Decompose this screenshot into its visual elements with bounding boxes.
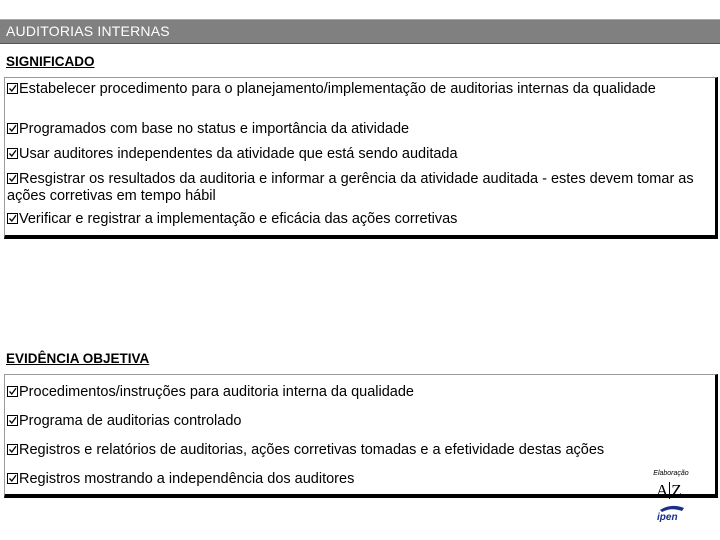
list-item bbox=[7, 384, 711, 401]
list-item bbox=[7, 442, 711, 459]
page-title: AUDITORIAS INTERNAS bbox=[6, 23, 170, 39]
list-item-text: Verificar e registrar a implementação e eficácia das ações corretivas bbox=[19, 211, 458, 227]
list-item-text: Registros e relatórios de auditorias, ações corretivas tomadas e a efetividade destas ações bbox=[19, 442, 605, 458]
list-item-text: Usar auditores independentes da atividade que está sendo auditada bbox=[19, 146, 458, 162]
list-item-text: Programados com base no status e importância da atividade bbox=[19, 121, 410, 137]
logo-letter-a: A bbox=[656, 481, 669, 500]
list-item bbox=[7, 171, 711, 205]
list-item bbox=[7, 471, 711, 488]
checkbox-checked-icon bbox=[7, 148, 18, 159]
checkbox-checked-icon bbox=[7, 83, 18, 94]
list-item-text: Resgistrar os resultados da auditoria e informar a gerência da atividade auditada - estes devem tomar as ações corretivas em tempo hábil bbox=[7, 171, 694, 204]
ipen-logo bbox=[646, 470, 696, 526]
ipen-badge-icon bbox=[654, 504, 688, 522]
checkbox-checked-icon bbox=[7, 473, 18, 484]
list-item bbox=[7, 211, 711, 228]
title-bar bbox=[0, 19, 720, 44]
evidencia-heading: EVIDÊNCIA OBJETIVA bbox=[6, 351, 150, 366]
list-item-text: Programa de auditorias controlado bbox=[19, 413, 242, 429]
significado-box bbox=[4, 77, 718, 239]
checkbox-checked-icon bbox=[7, 386, 18, 397]
list-item bbox=[7, 413, 711, 430]
checkbox-checked-icon bbox=[7, 173, 18, 184]
checkbox-checked-icon bbox=[7, 415, 18, 426]
list-item-text: Estabelecer procedimento para o planejamento/implementação de auditorias internas da qualidade bbox=[19, 81, 656, 97]
logo-caption: Elaboração bbox=[653, 470, 689, 477]
logo-az-mark bbox=[656, 481, 682, 501]
list-item bbox=[7, 146, 711, 163]
logo-letter-z: Z bbox=[671, 481, 682, 500]
checkbox-checked-icon bbox=[7, 444, 18, 455]
significado-heading: SIGNIFICADO bbox=[6, 54, 95, 69]
list-item-text: Registros mostrando a independência dos auditores bbox=[19, 471, 355, 487]
checkbox-checked-icon bbox=[7, 213, 18, 224]
checkbox-checked-icon bbox=[7, 123, 18, 134]
list-item bbox=[7, 121, 711, 138]
evidencia-box bbox=[4, 374, 718, 498]
list-item bbox=[7, 81, 711, 98]
logo-brand-text: ipen bbox=[657, 512, 678, 522]
list-item-text: Procedimentos/instruções para auditoria interna da qualidade bbox=[19, 384, 414, 400]
